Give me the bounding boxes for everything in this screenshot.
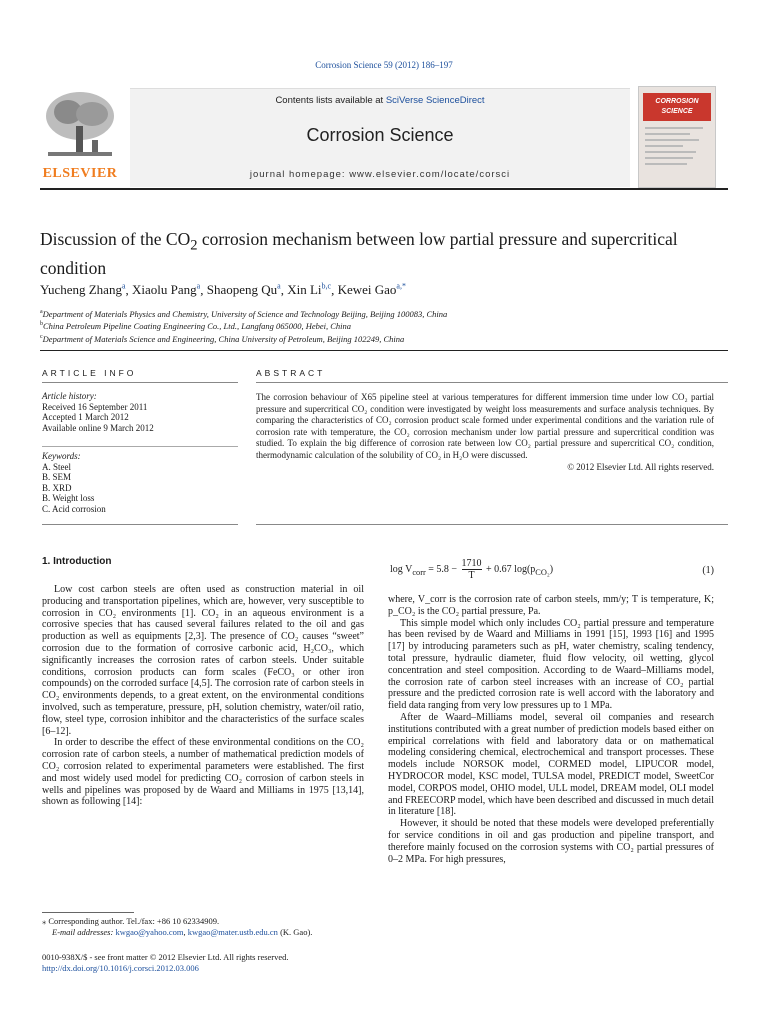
header-divider bbox=[40, 188, 728, 190]
author: Yucheng Zhang$^a$ bbox=[40, 282, 126, 298]
equation-number: (1) bbox=[702, 565, 714, 576]
corresponding-author-note: ⁎ Corresponding author. Tel./fax: +86 10 62334909. E-mail addresses: kwgao@yahoo.com, kwgao@mater.ustb.edu.cn (K. Gao). bbox=[42, 916, 313, 937]
paragraph: This simple model which only includes CO₂ partial pressure and temperature has been revised by de Waard and Milliams in 1991 [15], 1993 [16] and 1995 [17] by introducing parameters such as pH, water chemistry, scaling tendency, total pressure, hydraulic diameter, fluid flow velocity, oil wetting, glycol concentration and steel composition. According to de Waard–Milliams model, the corrosion rate of carbon steel increases with an increase of CO₂ partial pressure and the predicted corrosion rate is well accord with the laboratory and field data ranging from very low pressures up to 1 MPa. bbox=[388, 617, 714, 712]
abstract-body: The corrosion behaviour of X65 pipeline steel at various temperatures for different immersion time under low CO₂ partial pressure and supercritical CO₂ condition were investigated by weight loss measurements and surface analysis techniques. By comparing the characteristics of CO₂ corrosion product scale formed under experimental conditions and the variation rule of corrosion rate with temperature, the CO₂ corrosion mechanism under low partial pressure and supercritical condition was studied. To explain the big difference of corrosion rate between low CO₂ partial pressure and supercritical CO₂ condition, thermodynamic calculation of the solubility of CO₂ in H₂O were discussed. © 2012 Elsevier Ltd. All rights reserved. bbox=[256, 392, 714, 472]
contents-line: Contents lists available at SciVerse ScienceDirect bbox=[275, 95, 485, 106]
publisher-logo-text: ELSEVIER bbox=[42, 166, 118, 181]
cover-text-lines bbox=[645, 127, 709, 169]
author: Shaopeng Qu$^a$ bbox=[206, 282, 281, 298]
paragraph: After de Waard–Milliams model, several oil companies and research institutions contributed with a great number of prediction models based either on empirical correlations with field and laboratory data or on mathematical modeling considering chemical, electrochemical and transport processes. These models include NORSOK model, CORMED model, LIPUCOR model, HYDROCOR model, KSC model, TULSA model, PREDICT model, SweetCor model, CORPOS model, OHIO model, ULL model, DREAM model, OLI model and FREECORP model, which have been described and discussed in much detail in literature [18]. bbox=[388, 711, 714, 818]
paragraph: In order to describe the effect of these environmental conditions on the CO₂ corrosion rate of carbon steels, a number of mathematical prediction models of CO₂ corrosion related to experimental parameters were established. The first and most widely used model for predicting CO₂ corrosion of carbon steels in wells and pipelines was proposed by de Waard and Milliams in 1975 [13,14], shown as following [14]: bbox=[42, 737, 364, 808]
paragraph: However, it should be noted that these models were developed preferentially for service conditions in oil and gas production and pipeline transport, and therefore mainly focused on the corrosion systems with CO₂ partial pressures of 0–2 MPa. For high pressures, bbox=[388, 818, 714, 865]
section-heading-introduction: 1. Introduction bbox=[42, 556, 112, 567]
affiliation: $^c$Department of Materials Science and Engineering, China University of Petroleum, Beijing 102249, China bbox=[40, 333, 405, 344]
affiliation: $^b$China Petroleum Pipeline Coating Engineering Co., Ltd., Langfang 065000, Hebei, China bbox=[40, 321, 352, 332]
right-column bbox=[388, 588, 714, 865]
front-matter-note: 0010-938X/$ - see front matter © 2012 Elsevier Ltd. All rights reserved. http://dx.doi.org/10.1016/j.corsci.2012.03.006 bbox=[42, 952, 289, 973]
keywords: Keywords: A. Steel B. SEM B. XRD B. Weight loss C. Acid corrosion bbox=[42, 451, 106, 514]
paragraph: Low cost carbon steels are often used as construction material in oil producing and transportation pipelines, which are, however, very susceptible to corrosion in CO₂ environments [1]. CO₂ in an aqueous environment is a corrosive species that has caused several failures related to the oil and gas production as well as equipments [2,3]. The presence of CO₂ causes “sweet” corrosion due to the formation of corrosive carbonic acid, H₂CO₃, which significantly increases the corrosion rates of carbon steels. Under suitable conditions, corrosion products can form scales (FeCO₃ or other iron compounds) on the corroded surface [4,5]. The corrosion rate of carbon steels in CO₂ environments depends, to a great extent, on the environmental conditions involved, such as temperature, pressure, pH, solution chemistry, water/oil ratio, flow, steel type, corrosion inhibitor and the characteristics of the surface scales [6–12]. bbox=[42, 584, 364, 737]
journal-cover-thumbnail[interactable] bbox=[638, 86, 716, 188]
journal-title: Corrosion Science bbox=[306, 125, 454, 145]
sciencedirect-link[interactable]: SciVerse ScienceDirect bbox=[385, 95, 485, 106]
journal-homepage[interactable]: journal homepage: www.elsevier.com/locate/corsci bbox=[249, 169, 511, 180]
cover-title: CORROSION SCIENCE bbox=[643, 93, 711, 121]
author: Xiaolu Pang$^a$ bbox=[132, 282, 201, 298]
abstract-underline bbox=[256, 382, 728, 383]
keyword: C. Acid corrosion bbox=[42, 503, 106, 514]
affiliation: $^a$Department of Materials Physics and Chemistry, University of Science and Technology Beijing, Beijing 100083, China bbox=[40, 308, 448, 319]
author: Kewei Gao$^{a,*}$ bbox=[337, 282, 406, 298]
author: Xin Li$^{b,c}$ bbox=[287, 282, 332, 298]
email-link[interactable]: kwgao@yahoo.com bbox=[115, 927, 184, 937]
info-bottom-rule bbox=[42, 524, 238, 525]
email-link[interactable]: kwgao@mater.ustb.edu.cn bbox=[187, 927, 278, 937]
article-title: Discussion of the $CO_2$ corrosion mechanism between low partial pressure and supercritical condition bbox=[40, 229, 678, 278]
keyword: B. Weight loss bbox=[42, 493, 95, 503]
keyword: B. XRD bbox=[42, 482, 72, 493]
doi-link[interactable]: http://dx.doi.org/10.1016/j.corsci.2012.03.006 bbox=[42, 963, 199, 973]
article-history: Article history: Received 16 September 2011 Accepted 1 March 2012 Available online 9 March 2012 bbox=[42, 391, 154, 433]
affiliations bbox=[40, 307, 728, 344]
elsevier-logo[interactable] bbox=[40, 88, 120, 182]
journal-banner bbox=[130, 88, 630, 187]
left-column bbox=[42, 584, 364, 808]
author-list: Yucheng Zhang$^a$, Xiaolu Pang$^a$, Shaopeng Qu$^a$, Xin Li$^{b,c}$, Kewei Gao$^{a,*}$ bbox=[40, 282, 406, 298]
footnote-rule bbox=[42, 912, 134, 913]
copyright: © 2012 Elsevier Ltd. All rights reserved. bbox=[567, 462, 714, 472]
meta-divider bbox=[40, 350, 728, 351]
abstract-bottom-rule bbox=[256, 524, 728, 525]
info-underline bbox=[42, 382, 238, 383]
tree-icon bbox=[40, 88, 120, 164]
keyword: B. SEM bbox=[42, 472, 72, 482]
keyword: A. Steel bbox=[42, 461, 71, 472]
equation-1: $\log V_{corr} = 5.8$ − $\frac{1710}{T}$ + 0.67 $\log(p_{CO_2})$ (1) bbox=[390, 558, 714, 581]
journal-reference[interactable]: Corrosion Science 59 (2012) 186–197 bbox=[315, 60, 453, 70]
paragraph: where, V_corr is the corrosion rate of carbon steels, mm/y; T is temperature, K; p_CO₂ is the CO₂ partial pressure, Pa. bbox=[388, 594, 714, 617]
info-separator bbox=[42, 446, 238, 447]
abstract-heading: ABSTRACT bbox=[256, 368, 326, 378]
journal-header bbox=[40, 84, 728, 188]
article-info-heading: ARTICLE INFO bbox=[42, 368, 137, 378]
